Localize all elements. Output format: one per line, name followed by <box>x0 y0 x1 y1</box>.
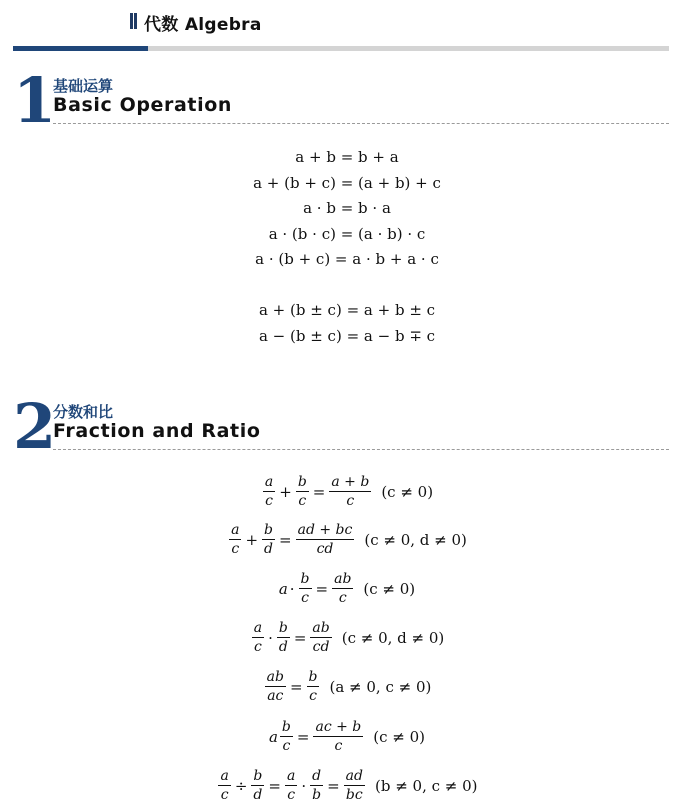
section-2-title-en: Fraction and Ratio <box>53 420 261 442</box>
operator: + <box>245 530 259 549</box>
operator: = <box>289 677 303 696</box>
denominator: b <box>312 787 322 803</box>
header-marker-icon <box>130 13 138 29</box>
numerator: b <box>297 474 307 490</box>
denominator: c <box>298 493 307 509</box>
numerator: b <box>278 620 288 636</box>
operator: = <box>268 776 281 795</box>
formula-line: a · (b · c) = (a · b) · c <box>268 224 426 243</box>
denominator: ac <box>267 688 284 704</box>
condition: (b ≠ 0, c ≠ 0) <box>374 776 478 795</box>
fraction <box>310 767 323 804</box>
numerator: b <box>253 768 263 784</box>
fraction-formula <box>0 619 694 656</box>
formula-line: a · b = b · a <box>303 199 391 217</box>
fraction <box>329 473 371 510</box>
variable: a <box>278 579 288 598</box>
operator: = <box>315 579 329 598</box>
numerator: b <box>264 522 274 538</box>
denominator: c <box>265 493 273 509</box>
denominator: bc <box>345 787 363 803</box>
operator: + <box>279 482 292 501</box>
formula-line: a · (b + c) = a · b + a · c <box>255 250 439 268</box>
fraction <box>280 718 293 755</box>
numerator: a <box>253 620 263 636</box>
denominator: c <box>301 590 309 606</box>
fraction <box>299 570 312 607</box>
numerator: b <box>281 719 291 735</box>
fraction <box>307 668 320 705</box>
numerator: ad + bc <box>297 522 353 538</box>
denominator: c <box>287 787 296 803</box>
denominator: d <box>278 639 288 655</box>
fraction <box>251 767 264 804</box>
numerator: b <box>300 571 310 587</box>
numerator: a <box>231 522 240 538</box>
header-divider-accent <box>13 46 148 51</box>
fraction-formula <box>0 767 694 804</box>
denominator: c <box>346 493 355 509</box>
section-2-number: 2 <box>13 390 57 463</box>
formula-line: a + (b ± c) = a + b ± c <box>258 301 436 319</box>
numerator: a <box>286 768 296 784</box>
section-1-title-en: Basic Operation <box>53 94 233 116</box>
operator: = <box>293 628 307 647</box>
denominator: c <box>334 738 343 754</box>
numerator: ad <box>345 768 363 784</box>
numerator: d <box>312 768 322 784</box>
denominator: cd <box>316 541 334 557</box>
fraction <box>229 521 241 558</box>
condition: (c ≠ 0, d ≠ 0) <box>364 530 467 549</box>
numerator: ac + b <box>315 719 362 735</box>
fraction-formula <box>0 668 694 705</box>
condition: (c ≠ 0) <box>363 579 416 598</box>
fraction-formula <box>0 521 694 558</box>
section-1-divider <box>53 123 669 124</box>
fraction <box>296 473 309 510</box>
formula-line: a + (b + c) = (a + b) + c <box>253 173 441 192</box>
fraction <box>332 570 353 607</box>
fraction-formula <box>0 718 694 755</box>
operator: · <box>301 776 307 795</box>
denominator: cd <box>312 639 330 655</box>
fraction <box>344 767 365 804</box>
condition: (c ≠ 0) <box>373 727 426 746</box>
section-1-title-cn: 基础运算 <box>53 77 114 95</box>
formula-line: a − (b ± c) = a − b ∓ c <box>258 326 436 345</box>
denominator: c <box>309 688 317 704</box>
fraction <box>252 619 264 656</box>
condition: (c ≠ 0) <box>381 482 434 501</box>
numerator: b <box>308 669 318 685</box>
numerator: ab <box>266 669 284 685</box>
operator: · <box>289 579 295 598</box>
numerator: a + b <box>331 474 370 490</box>
denominator: c <box>231 541 240 557</box>
denominator: c <box>338 590 347 606</box>
numerator: a <box>220 768 229 784</box>
numerator: ab <box>334 571 352 587</box>
operator: · <box>268 628 273 647</box>
condition: (a ≠ 0, c ≠ 0) <box>329 677 432 696</box>
denominator: c <box>220 787 229 803</box>
fraction <box>296 521 355 558</box>
fraction <box>263 473 275 510</box>
condition: (c ≠ 0, d ≠ 0) <box>341 628 445 647</box>
page-title: 代数 Algebra <box>144 15 262 35</box>
denominator: d <box>264 541 274 557</box>
operator: = <box>296 727 310 746</box>
operator: = <box>327 776 340 795</box>
fraction-formula <box>0 473 694 510</box>
numerator: a <box>264 474 274 490</box>
fraction <box>218 767 230 804</box>
formula-line: a + b = b + a <box>295 148 399 166</box>
denominator: c <box>253 639 262 655</box>
variable: a <box>268 727 278 746</box>
denominator: c <box>282 738 291 754</box>
section-2-divider <box>53 449 669 450</box>
numerator: ab <box>312 620 330 636</box>
section-2-title-cn: 分数和比 <box>53 403 114 421</box>
formula-spacer <box>0 273 694 299</box>
fraction <box>262 521 275 558</box>
fraction <box>310 619 331 656</box>
operator: = <box>279 530 292 549</box>
denominator: d <box>253 787 263 803</box>
fraction <box>313 718 363 755</box>
fraction <box>265 668 286 705</box>
operator: = <box>312 482 326 501</box>
operator: ÷ <box>234 776 248 795</box>
fraction-formula <box>0 570 694 607</box>
section-1-formulas <box>0 145 694 349</box>
section-1-number: 1 <box>13 64 57 137</box>
fraction <box>285 767 297 804</box>
fraction <box>277 619 290 656</box>
